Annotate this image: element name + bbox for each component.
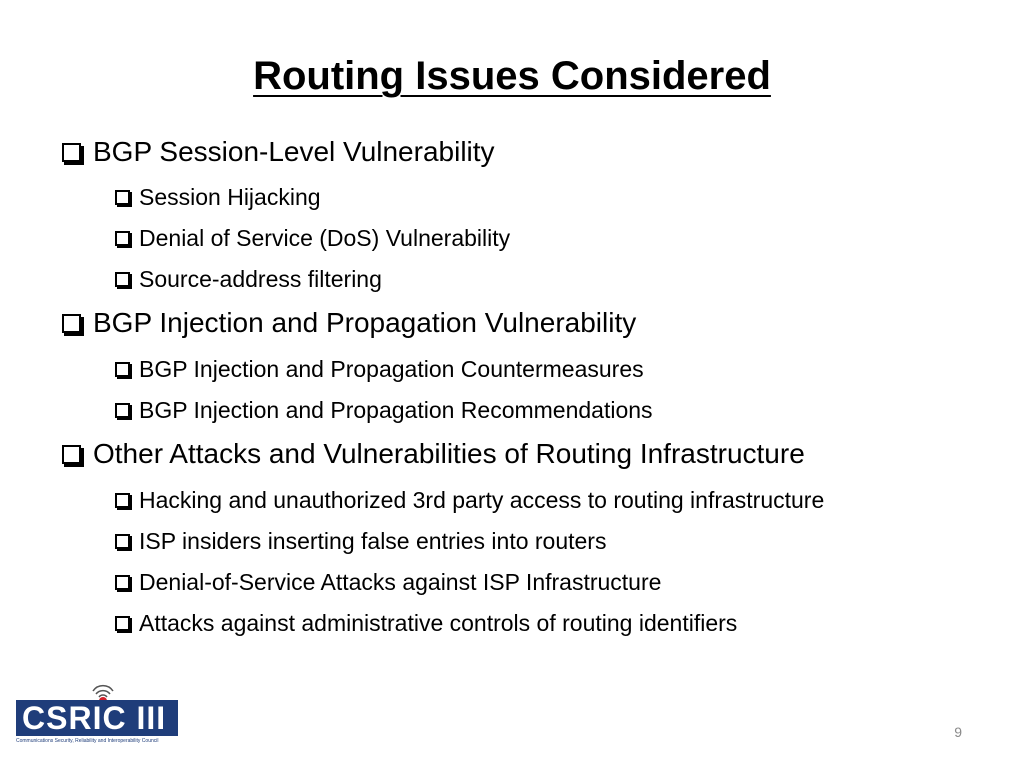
checkbox-bullet-icon (115, 616, 130, 631)
bullet-text: Source-address filtering (139, 266, 382, 292)
bullet-text: Other Attacks and Vulnerabilities of Routing Infrastructure (93, 438, 805, 469)
bullet-item-level2 (115, 569, 661, 596)
bullet-item-level2 (115, 528, 606, 555)
logo-tagline: Communications Security, Reliability and Interoperability Council (16, 738, 159, 744)
bullet-text: Session Hijacking (139, 184, 321, 210)
bullet-item-level2 (115, 610, 737, 637)
slide-title: Routing Issues Considered (253, 54, 771, 98)
bullet-text: BGP Injection and Propagation Recommendations (139, 397, 653, 423)
checkbox-bullet-icon (115, 575, 130, 590)
bullet-text: Denial of Service (DoS) Vulnerability (139, 225, 511, 251)
page-number: 9 (954, 724, 962, 740)
bullet-text: BGP Session-Level Vulnerability (93, 136, 495, 167)
bullet-text: BGP Injection and Propagation Vulnerability (93, 307, 637, 338)
checkbox-bullet-icon (62, 445, 81, 464)
checkbox-bullet-icon (62, 314, 81, 333)
bullet-text: ISP insiders inserting false entries into routers (139, 528, 607, 554)
checkbox-bullet-icon (115, 403, 130, 418)
checkbox-bullet-icon (62, 143, 81, 162)
logo-name: CSRIC III (22, 700, 167, 736)
bullet-item-level1 (62, 136, 495, 168)
bullet-text: Denial-of-Service Attacks against ISP Infrastructure (139, 569, 662, 595)
bullet-item-level2 (115, 397, 653, 424)
bullet-item-level2 (115, 225, 510, 252)
bullet-item-level1 (62, 307, 636, 339)
checkbox-bullet-icon (115, 190, 130, 205)
bullet-item-level2 (115, 487, 824, 514)
checkbox-bullet-icon (115, 534, 130, 549)
bullet-text: BGP Injection and Propagation Countermeasures (139, 356, 644, 382)
checkbox-bullet-icon (115, 272, 130, 287)
bullet-item-level2 (115, 184, 321, 211)
bullet-item-level2 (115, 356, 644, 383)
checkbox-bullet-icon (115, 231, 130, 246)
bullet-text: Attacks against administrative controls of routing identifiers (139, 610, 738, 636)
bullet-item-level2 (115, 266, 382, 293)
checkbox-bullet-icon (115, 362, 130, 377)
csric-logo (16, 682, 182, 750)
bullet-item-level1 (62, 438, 805, 470)
bullet-text: Hacking and unauthorized 3rd party access to routing infrastructure (139, 487, 825, 513)
checkbox-bullet-icon (115, 493, 130, 508)
